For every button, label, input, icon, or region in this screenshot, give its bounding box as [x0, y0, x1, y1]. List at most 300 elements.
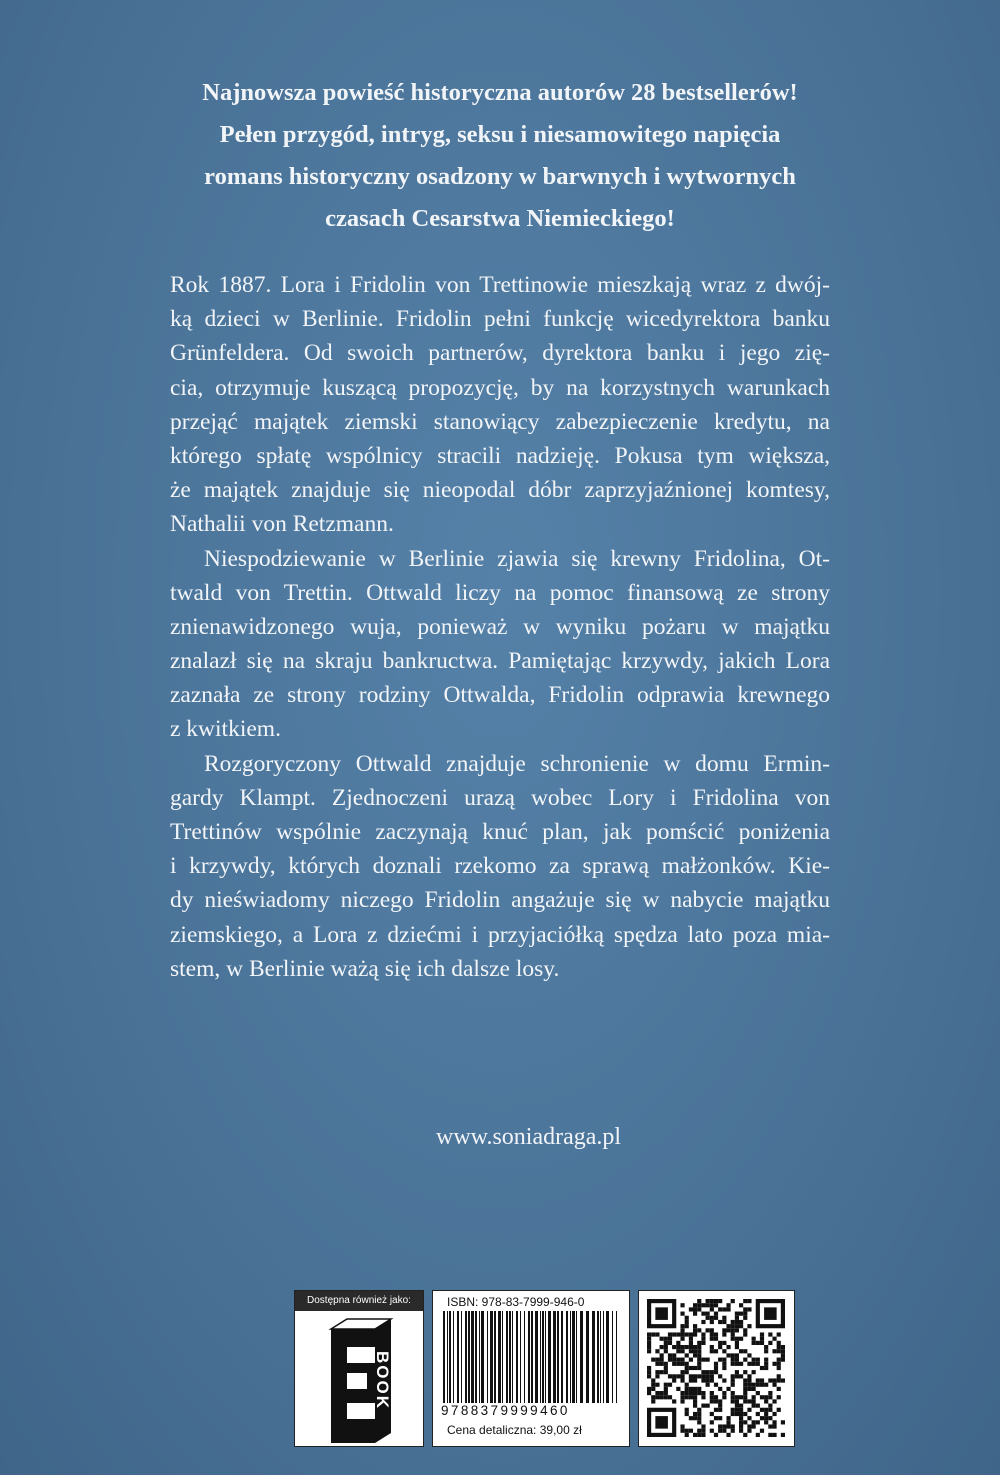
qr-module — [710, 1307, 714, 1311]
barcode-bar — [524, 1311, 525, 1403]
qr-module — [726, 1424, 730, 1428]
qr-module — [743, 1312, 747, 1316]
qr-module — [739, 1416, 743, 1420]
qr-module — [693, 1328, 697, 1332]
qr-module — [739, 1312, 743, 1316]
barcode-bar — [502, 1311, 503, 1403]
qr-module — [706, 1358, 710, 1362]
qr-module — [739, 1362, 743, 1366]
barcode-bar — [498, 1311, 501, 1403]
qr-module — [697, 1358, 701, 1362]
qr-module — [747, 1353, 751, 1357]
qr-module — [701, 1370, 705, 1374]
qr-module — [735, 1374, 739, 1378]
qr-module — [772, 1424, 776, 1428]
qr-module — [676, 1345, 680, 1349]
barcode-bar — [600, 1311, 601, 1403]
qr-module — [676, 1358, 680, 1362]
qr-module — [685, 1353, 689, 1357]
qr-module — [777, 1366, 781, 1370]
qr-module — [747, 1408, 751, 1412]
qr-module — [655, 1332, 659, 1336]
qr-module — [668, 1353, 672, 1357]
qr-module — [651, 1383, 655, 1387]
qr-module — [660, 1353, 664, 1357]
qr-module — [718, 1320, 722, 1324]
qr-module — [735, 1341, 739, 1345]
qr-module — [764, 1412, 768, 1416]
qr-module — [689, 1378, 693, 1382]
qr-module — [752, 1337, 756, 1341]
barcode-bar — [490, 1311, 493, 1403]
qr-module — [689, 1366, 693, 1370]
qr-module — [726, 1324, 730, 1328]
qr-module — [710, 1316, 714, 1320]
qr-module — [714, 1408, 718, 1412]
qr-module — [735, 1358, 739, 1362]
qr-module — [731, 1320, 735, 1324]
qr-module — [764, 1408, 768, 1412]
qr-module — [714, 1395, 718, 1399]
qr-module — [693, 1312, 697, 1316]
qr-module — [718, 1416, 722, 1420]
qr-module — [756, 1420, 760, 1424]
qr-module — [706, 1299, 710, 1303]
qr-module — [680, 1345, 684, 1349]
qr-module — [768, 1332, 772, 1336]
qr-module — [655, 1370, 659, 1374]
qr-module — [647, 1366, 651, 1370]
qr-module — [710, 1420, 714, 1424]
qr-module — [697, 1433, 701, 1437]
qr-module — [664, 1391, 668, 1395]
qr-module — [777, 1362, 781, 1366]
qr-module — [693, 1399, 697, 1403]
qr-module — [764, 1420, 768, 1424]
qr-module — [752, 1399, 756, 1403]
qr-module — [722, 1424, 726, 1428]
qr-module — [697, 1353, 701, 1357]
qr-module — [701, 1433, 705, 1437]
qr-module — [760, 1341, 764, 1345]
qr-module — [764, 1366, 768, 1370]
qr-module — [706, 1328, 710, 1332]
qr-module — [731, 1299, 735, 1303]
qr-module — [685, 1412, 689, 1416]
qr-module — [731, 1412, 735, 1416]
barcode-bar — [509, 1311, 511, 1403]
qr-module — [760, 1383, 764, 1387]
tagline-line: czasach Cesarstwa Niemieckiego! — [325, 205, 675, 232]
qr-module — [660, 1345, 664, 1349]
qr-module — [743, 1383, 747, 1387]
barcode-icon — [441, 1311, 621, 1403]
qr-module — [680, 1370, 684, 1374]
qr-module — [701, 1429, 705, 1433]
qr-module — [718, 1408, 722, 1412]
blurb-line: Rok 1887. Lora i Fridolin von Trettinowie mieszkają wraz z dwój- — [170, 272, 830, 298]
qr-module — [664, 1362, 668, 1366]
qr-module — [764, 1383, 768, 1387]
qr-module — [764, 1349, 768, 1353]
barcode-bar — [540, 1311, 541, 1403]
qr-module — [710, 1399, 714, 1403]
qr-module — [660, 1362, 664, 1366]
qr-module — [752, 1404, 756, 1408]
qr-module — [706, 1378, 710, 1382]
qr-module — [647, 1337, 651, 1341]
qr-module — [756, 1358, 760, 1362]
qr-module — [735, 1337, 739, 1341]
qr-module — [668, 1374, 672, 1378]
qr-module — [680, 1395, 684, 1399]
qr-module — [660, 1395, 664, 1399]
qr-module — [743, 1395, 747, 1399]
qr-module — [731, 1353, 735, 1357]
qr-finder-pattern — [764, 1307, 777, 1320]
qr-module — [672, 1353, 676, 1357]
qr-module — [756, 1362, 760, 1366]
qr-module — [701, 1424, 705, 1428]
qr-module — [735, 1395, 739, 1399]
qr-module — [735, 1404, 739, 1408]
barcode-bar — [528, 1311, 530, 1403]
qr-module — [685, 1387, 689, 1391]
qr-module — [743, 1420, 747, 1424]
qr-module — [676, 1374, 680, 1378]
qr-module — [752, 1395, 756, 1399]
qr-module — [718, 1424, 722, 1428]
qr-module — [660, 1391, 664, 1395]
qr-module — [660, 1370, 664, 1374]
qr-module — [777, 1332, 781, 1336]
qr-module — [760, 1337, 764, 1341]
qr-module — [739, 1349, 743, 1353]
qr-module — [701, 1337, 705, 1341]
qr-module — [718, 1399, 722, 1403]
qr-module — [777, 1408, 781, 1412]
qr-module — [768, 1341, 772, 1345]
barcode-bar — [548, 1311, 551, 1403]
qr-module — [693, 1345, 697, 1349]
qr-module — [647, 1341, 651, 1345]
qr-module — [735, 1408, 739, 1412]
barcode-bar — [479, 1311, 480, 1403]
qr-module — [701, 1358, 705, 1362]
barcode-bar — [606, 1311, 609, 1403]
qr-module — [764, 1395, 768, 1399]
qr-module — [710, 1337, 714, 1341]
qr-module — [697, 1303, 701, 1307]
blurb-line: że majątek znajduje się nieopodal dóbr zaprzyjaźnionej komtesy, — [170, 477, 830, 504]
qr-module — [747, 1307, 751, 1311]
blurb-line: przejąć majątek ziemski stanowiący zabezpieczenie kredytu, na — [170, 408, 830, 435]
barcode-bar — [561, 1311, 563, 1403]
qr-module — [655, 1383, 659, 1387]
qr-module — [676, 1362, 680, 1366]
qr-module — [722, 1429, 726, 1433]
qr-module — [655, 1395, 659, 1399]
qr-module — [697, 1366, 701, 1370]
qr-module — [672, 1345, 676, 1349]
qr-module — [685, 1433, 689, 1437]
qr-module — [664, 1366, 668, 1370]
qr-module — [722, 1362, 726, 1366]
qr-module — [752, 1387, 756, 1391]
blurb-line: ziemskiego, a Lora z dziećmi i przyjaciółką spędza lato poza mia- — [170, 921, 830, 948]
qr-module — [689, 1358, 693, 1362]
qr-module — [722, 1358, 726, 1362]
qr-module — [697, 1408, 701, 1412]
qr-module — [685, 1362, 689, 1366]
qr-module — [647, 1345, 651, 1349]
qr-module — [706, 1404, 710, 1408]
qr-module — [689, 1391, 693, 1395]
qr-module — [718, 1374, 722, 1378]
qr-module — [739, 1424, 743, 1428]
qr-module — [693, 1332, 697, 1336]
qr-module — [689, 1416, 693, 1420]
qr-module — [685, 1429, 689, 1433]
qr-module — [735, 1370, 739, 1374]
qr-module — [693, 1412, 697, 1416]
qr-module — [676, 1332, 680, 1336]
qr-module — [706, 1374, 710, 1378]
qr-module — [731, 1328, 735, 1332]
qr-module — [685, 1366, 689, 1370]
qr-module — [697, 1307, 701, 1311]
qr-module — [735, 1399, 739, 1403]
qr-module — [693, 1404, 697, 1408]
qr-module — [739, 1429, 743, 1433]
qr-module — [722, 1341, 726, 1345]
qr-module — [714, 1349, 718, 1353]
qr-module — [710, 1320, 714, 1324]
barcode-bar — [586, 1311, 589, 1403]
blurb-line: ką dzieci w Berlinie. Fridolin pełni funkcję wicedyrektora banku — [170, 306, 830, 333]
qr-module — [651, 1395, 655, 1399]
barcode-bar — [465, 1311, 467, 1403]
barcode-bar — [542, 1311, 544, 1403]
qr-module — [672, 1378, 676, 1382]
qr-module — [764, 1399, 768, 1403]
blurb-line: z kwitkiem. — [170, 716, 281, 743]
qr-module — [760, 1395, 764, 1399]
qr-module — [722, 1349, 726, 1353]
qr-module — [710, 1299, 714, 1303]
qr-module — [706, 1316, 710, 1320]
blurb-line: Rozgoryczony Ottwald znajduje schronienie w domu Ermin- — [204, 750, 830, 777]
qr-module — [747, 1424, 751, 1428]
qr-module — [718, 1307, 722, 1311]
barcode-bar — [576, 1311, 577, 1403]
blurb-line: Trettinów wspólnie zaczynają knuć plan, jak pomścić poniżenia — [170, 819, 830, 845]
qr-module — [752, 1358, 756, 1362]
qr-module — [722, 1395, 726, 1399]
qr-module — [756, 1412, 760, 1416]
qr-module — [680, 1362, 684, 1366]
barcode-bar — [597, 1311, 599, 1403]
qr-module — [697, 1420, 701, 1424]
qr-module — [731, 1324, 735, 1328]
qr-module — [685, 1370, 689, 1374]
qr-module — [710, 1378, 714, 1382]
barcode-bar — [553, 1311, 556, 1403]
ebook-word: BOOK — [373, 1351, 392, 1410]
qr-module — [747, 1429, 751, 1433]
qr-module — [689, 1307, 693, 1311]
qr-module — [710, 1370, 714, 1374]
qr-finder-pattern — [655, 1307, 668, 1320]
blurb-line: gardy Klampt. Zjednoczeni urazą wobec Lory i Fridolina von — [170, 784, 830, 811]
barcode-bar — [616, 1311, 617, 1403]
qr-module — [735, 1353, 739, 1357]
qr-module — [731, 1374, 735, 1378]
barcode-bar — [535, 1311, 538, 1403]
qr-module — [647, 1374, 651, 1378]
qr-module — [664, 1370, 668, 1374]
qr-module — [689, 1341, 693, 1345]
qr-module — [718, 1341, 722, 1345]
qr-module — [743, 1412, 747, 1416]
qr-module — [685, 1395, 689, 1399]
qr-module — [697, 1387, 701, 1391]
qr-module — [743, 1378, 747, 1382]
qr-module — [735, 1324, 739, 1328]
qr-module — [685, 1408, 689, 1412]
qr-module — [768, 1408, 772, 1412]
qr-module — [660, 1337, 664, 1341]
barcode-bar — [461, 1311, 462, 1403]
qr-module — [739, 1337, 743, 1341]
barcode-bar — [592, 1311, 595, 1403]
qr-module — [781, 1349, 785, 1353]
qr-module — [697, 1412, 701, 1416]
qr-module — [743, 1433, 747, 1437]
qr-module — [701, 1395, 705, 1399]
qr-module — [664, 1387, 668, 1391]
qr-module — [697, 1328, 701, 1332]
qr-module — [722, 1328, 726, 1332]
qr-module — [710, 1391, 714, 1395]
qr-module — [664, 1345, 668, 1349]
qr-module — [731, 1395, 735, 1399]
qr-module — [664, 1337, 668, 1341]
barcode-bar — [468, 1311, 470, 1403]
qr-module — [743, 1387, 747, 1391]
qr-module — [710, 1328, 714, 1332]
blurb-line: cia, otrzymuje kuszącą propozycję, by na korzystnych warunkach — [170, 374, 830, 401]
qr-module — [697, 1391, 701, 1395]
qr-module — [739, 1320, 743, 1324]
qr-module — [756, 1341, 760, 1345]
qr-module — [693, 1366, 697, 1370]
qr-module — [743, 1349, 747, 1353]
qr-module — [685, 1320, 689, 1324]
qr-module — [722, 1391, 726, 1395]
qr-module — [718, 1345, 722, 1349]
qr-module — [710, 1349, 714, 1353]
qr-module — [781, 1420, 785, 1424]
blurb-line: twald von Trettin. Ottwald liczy na pomoc finansową ze strony — [170, 579, 830, 606]
qr-code — [638, 1290, 795, 1447]
qr-module — [693, 1387, 697, 1391]
qr-module — [731, 1424, 735, 1428]
qr-module — [701, 1341, 705, 1345]
qr-module — [726, 1307, 730, 1311]
qr-module — [722, 1307, 726, 1311]
barcode-bar — [603, 1311, 604, 1403]
qr-module — [739, 1324, 743, 1328]
qr-module — [714, 1433, 718, 1437]
qr-module — [706, 1312, 710, 1316]
qr-module — [697, 1341, 701, 1345]
qr-module — [722, 1332, 726, 1336]
qr-module — [655, 1349, 659, 1353]
qr-module — [718, 1429, 722, 1433]
qr-module — [777, 1341, 781, 1345]
qr-module — [689, 1349, 693, 1353]
qr-module — [647, 1332, 651, 1336]
barcode-bar — [512, 1311, 513, 1403]
qr-module — [672, 1332, 676, 1336]
qr-module — [743, 1370, 747, 1374]
qr-module — [701, 1378, 705, 1382]
qr-module — [689, 1337, 693, 1341]
ebook-logo-icon — [295, 1311, 423, 1445]
qr-module — [726, 1328, 730, 1332]
qr-module — [735, 1362, 739, 1366]
qr-module — [693, 1433, 697, 1437]
qr-module — [672, 1374, 676, 1378]
qr-module — [693, 1353, 697, 1357]
qr-module — [772, 1399, 776, 1403]
qr-module — [689, 1387, 693, 1391]
qr-module — [731, 1383, 735, 1387]
qr-module — [747, 1383, 751, 1387]
qr-module — [710, 1303, 714, 1307]
qr-module — [710, 1332, 714, 1336]
qr-module — [756, 1383, 760, 1387]
isbn-barcode — [432, 1290, 630, 1447]
qr-module — [710, 1345, 714, 1349]
ebook-badge-header: Dostępna również jako: — [295, 1291, 423, 1311]
qr-module — [693, 1391, 697, 1395]
qr-module — [693, 1416, 697, 1420]
qr-module — [680, 1374, 684, 1378]
qr-module — [760, 1378, 764, 1382]
qr-module — [706, 1370, 710, 1374]
qr-module — [668, 1332, 672, 1336]
blurb-line: znienawidzonego wuja, ponieważ w wyniku pożaru w majątku — [170, 613, 830, 640]
qr-module — [760, 1416, 764, 1420]
qr-module — [768, 1416, 772, 1420]
qr-module — [714, 1366, 718, 1370]
qr-module — [706, 1383, 710, 1387]
qr-module — [743, 1328, 747, 1332]
qr-module — [647, 1387, 651, 1391]
qr-module — [781, 1353, 785, 1357]
qr-module — [747, 1387, 751, 1391]
qr-module — [697, 1416, 701, 1420]
blurb-line: Nathalii von Retzmann. — [170, 511, 394, 538]
publisher-website[interactable]: www.soniadraga.pl — [436, 1124, 622, 1150]
qr-module — [768, 1433, 772, 1437]
qr-module — [714, 1303, 718, 1307]
qr-module — [714, 1370, 718, 1374]
qr-module — [781, 1433, 785, 1437]
qr-module — [714, 1383, 718, 1387]
